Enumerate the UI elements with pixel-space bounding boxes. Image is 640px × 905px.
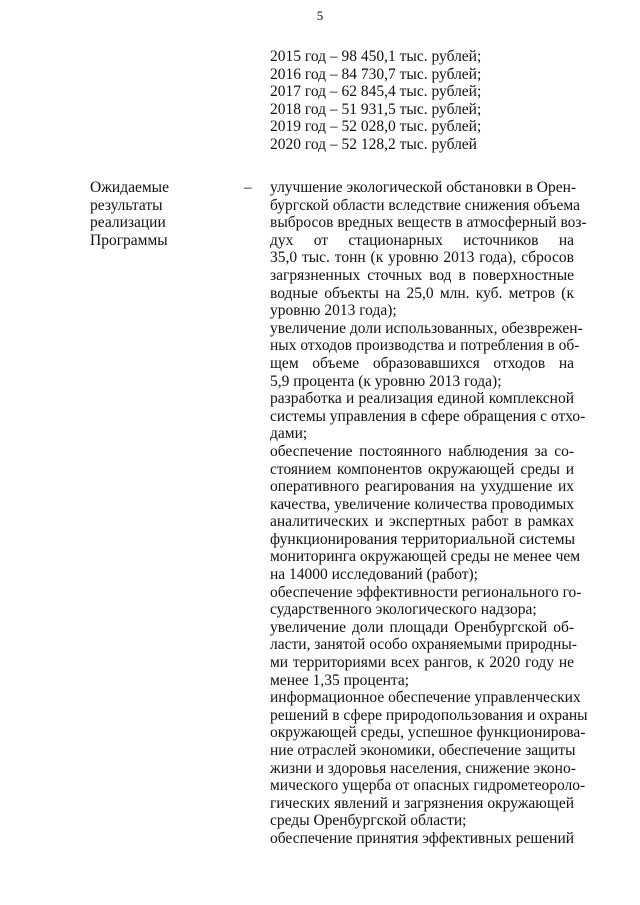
results-text-line: загрязненных сточных вод в поверхностные <box>270 266 574 284</box>
section-label-line: Программы <box>90 231 168 249</box>
results-text-line: аналитических и экспертных работ в рамках <box>270 513 574 531</box>
funding-by-year-list <box>270 48 481 154</box>
page-number: 5 <box>316 8 324 23</box>
results-text-line: качества, увеличение количества проводимых <box>270 495 574 513</box>
results-text-line: увеличение доли использованных, обезврежен- <box>270 319 583 337</box>
results-text-line: бургской области вследствие снижения объема <box>270 196 580 214</box>
results-text-line: щем объеме образовавшихся отходов на <box>270 354 574 372</box>
results-text-line: водные объекты на 25,0 млн. куб. метров (к <box>270 284 574 302</box>
results-text-line: оперативного реагирования на ухудшение их <box>270 478 574 496</box>
funding-year-line: 2020 год – 52 128,2 тыс. рублей <box>270 135 477 153</box>
results-text-line: сударственного экологического надзора; <box>270 601 537 619</box>
section-label <box>90 179 169 249</box>
results-text-line: выбросов вредных веществ в атмосферный воз- <box>270 214 587 232</box>
results-text-line: на 14000 исследований (работ); <box>270 566 478 584</box>
results-text-line: ласти, занятой особо охраняемыми природны- <box>270 636 577 654</box>
results-text-line: ми территориями всех рангов, к 2020 году не <box>270 654 574 672</box>
results-text-line: уровню 2013 года); <box>270 302 397 320</box>
funding-year-line: 2017 год – 62 845,4 тыс. рублей; <box>270 83 482 101</box>
results-text-line: улучшение экологической обстановки в Орен- <box>270 179 577 196</box>
results-text-line: дами; <box>270 425 308 443</box>
section-label-line: реализации <box>90 214 166 232</box>
results-text-line: 5,9 процента (к уровню 2013 года); <box>270 372 502 390</box>
funding-year-line: 2018 год – 51 931,5 тыс. рублей; <box>270 100 482 118</box>
results-text-line: мониторинга окружающей среды не менее чем <box>270 548 581 566</box>
label-dash: – <box>244 179 252 196</box>
funding-year-line: 2015 год – 98 450,1 тыс. рублей; <box>270 48 482 65</box>
results-text-line: увеличение доли площади Оренбургской об- <box>270 618 574 636</box>
results-text-line: мического ущерба от опасных гидрометеороло- <box>270 777 586 795</box>
results-text-line: дух от стационарных источников на <box>270 231 574 249</box>
results-text-line: среды Оренбургской области; <box>270 812 467 830</box>
results-text-line: менее 1,35 процента; <box>270 671 410 689</box>
results-text-line: информационное обеспечение управленческих <box>270 689 581 707</box>
results-text-line: обеспечение принятия эффективных решений <box>270 829 575 847</box>
results-text-line: 35,0 тыс. тонн (к уровню 2013 года), сбросов <box>270 249 574 267</box>
funding-year-line: 2019 год – 52 028,0 тыс. рублей; <box>270 118 482 136</box>
results-text-line: решений в сфере природопользования и охраны <box>270 706 588 724</box>
results-text-line: обеспечение постоянного наблюдения за со- <box>270 442 574 460</box>
section-label-line: результаты <box>90 196 163 214</box>
funding-year-line: 2016 год – 84 730,7 тыс. рублей; <box>270 65 482 83</box>
results-text-line: стоянием компонентов окружающей среды и <box>270 460 574 478</box>
results-text-line: функционирования территориальной системы <box>270 530 576 548</box>
results-text-line: жизни и здоровья населения, снижение эконо- <box>270 759 576 777</box>
results-text-line: системы управления в сфере обращения с отхо- <box>270 407 586 425</box>
results-text-line: окружающей среды, успешное функционирова- <box>270 724 586 742</box>
results-text-line: разработка и реализация единой комплексной <box>270 390 574 408</box>
results-text-line: обеспечение эффективности регионального го- <box>270 583 582 601</box>
section-label-line: Ожидаемые <box>90 179 169 196</box>
results-text-line: ных отходов производства и потребления в об- <box>270 337 580 355</box>
expected-results-text <box>270 179 588 848</box>
results-text-line: ние отраслей экономики, обеспечение защиты <box>270 742 576 759</box>
results-text-line: гических явлений и загрязнения окружающей <box>270 794 574 812</box>
